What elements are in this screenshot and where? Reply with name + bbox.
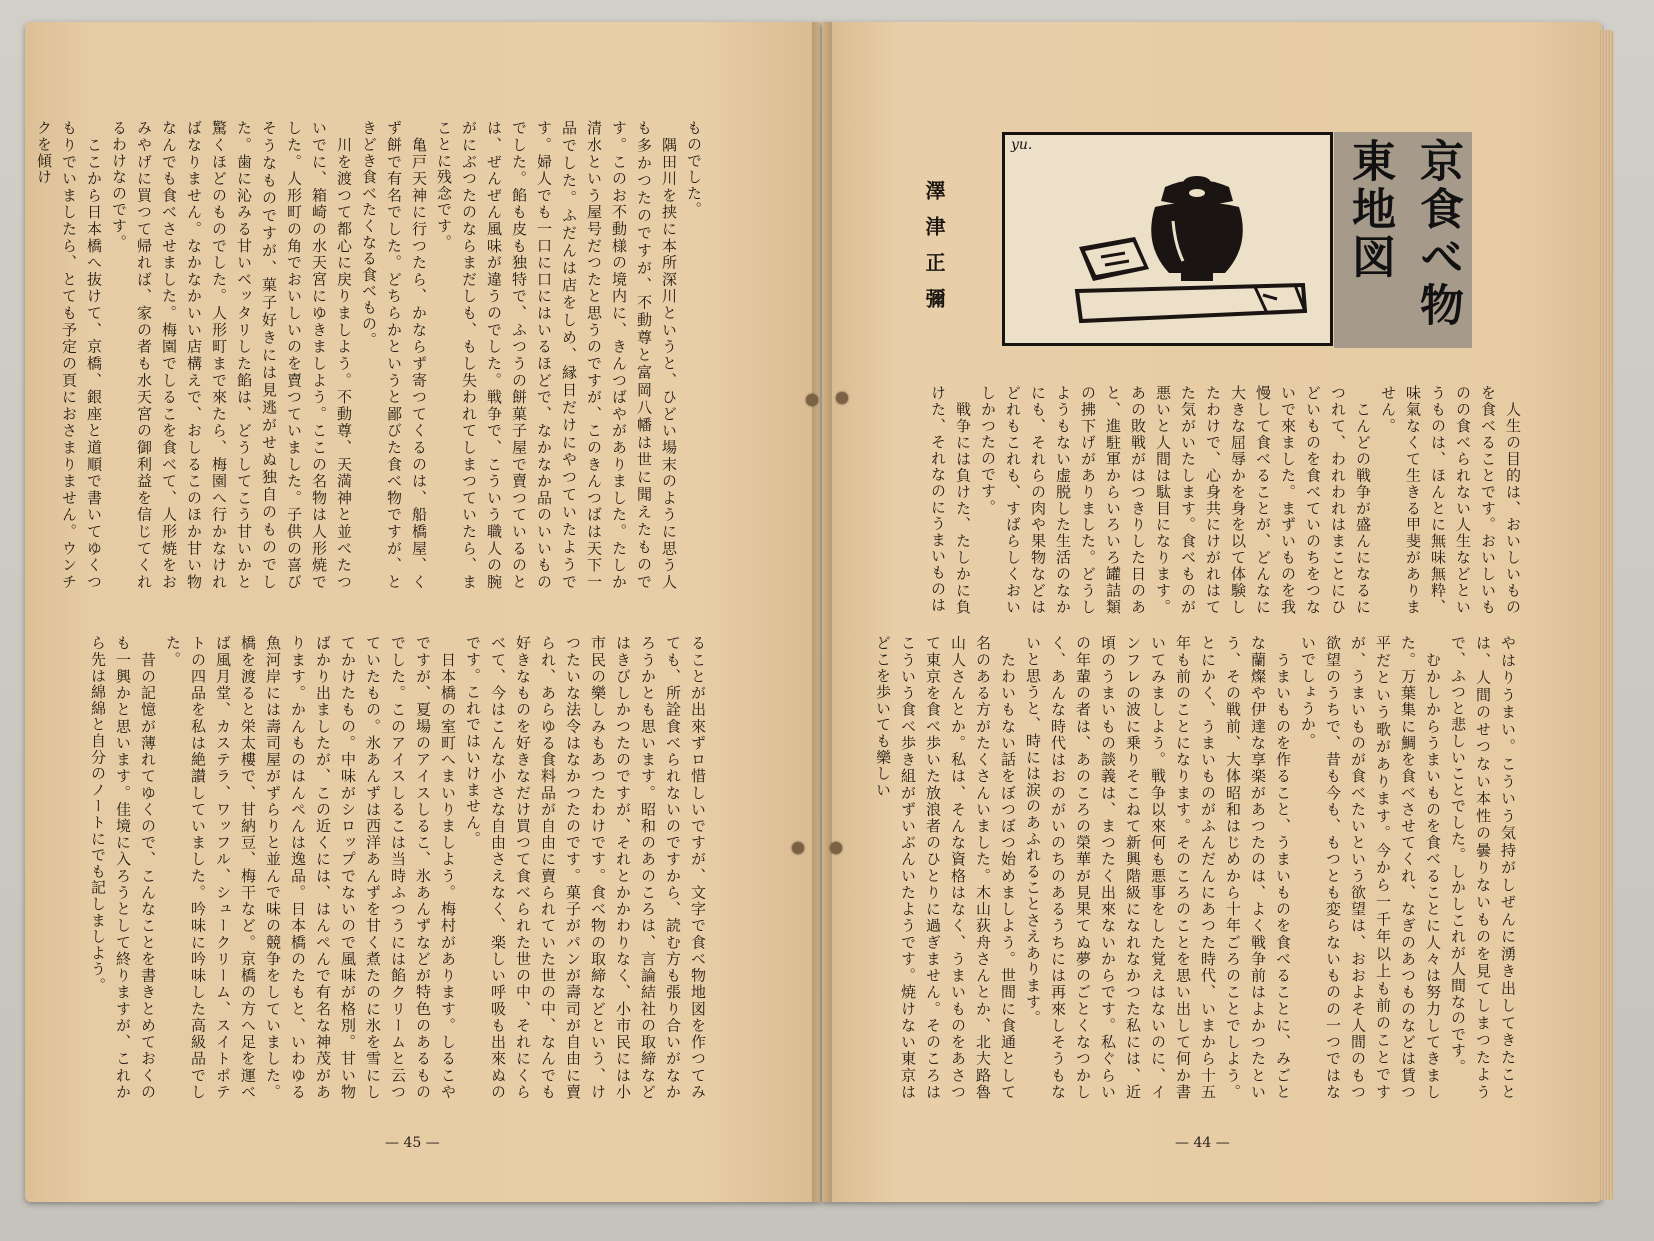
right-page-number: — 44 —: [1175, 1135, 1230, 1151]
right-page-top-text: 人生の目的は、おいしいものを食べることです。おいしいものの食べられない人生などというものは、ほんとに無味無粋、味氣なくて生きる甲斐がありません。 こんどの戦争が盛んになるにつれて、われわれはまことにひどいものを食べていのちをつないで來ました。まずいものを我慢して食べることが、どんなに大きな屈辱かを身を以て体験したわけで、心身共にけがれはてた気がいたします。食べものが悪いと人間は駄目になります。あの敗戦がはつきりした日のあと、進駐軍からいろいろ罐詰類の拂下げがありました。どうしようもない虚脱した生活のなかにも、それらの肉や果物などはどれもこれも、すばらしくおいしかつたのです。 戦争には負けた、たしかに負けた、それなのにうまいものは: [929, 385, 1522, 615]
title-column-right: 京食べ物: [1412, 138, 1463, 330]
title-column-left: 東地図: [1344, 138, 1395, 282]
left-page-number: — 45 —: [385, 1135, 440, 1151]
staple-hole-bottom-right: [830, 842, 842, 854]
woodcut-illustration: [1002, 132, 1333, 346]
page-edges: [1600, 30, 1614, 1200]
illustration-signature: yu.: [1011, 137, 1033, 153]
article-title: [1334, 132, 1472, 348]
staple-hole-top: [806, 394, 818, 406]
right-page-bottom-text: やはりうまい。こういう気持がしぜんに湧き出してきたことは、人間のせつない本性の曇りないものを見てしまつたようで、ふつと悲しいことでした。しかしこれが人間なのです。 むかしからうまいものを食べることに人々は努力してきました。万葉集に鯛を食べさせてくれ、なぎのあつものなどは賃つ平だという歌があります。今から一千年以上も前のことですが、うまいものが食べたいという欲望は、おおよそ人間のもつ欲望のうちで、昔も今も、もつとも変らないものの一つではないでしょうか。 うまいものを作ること、うまいものを食べることに、みごとな蘭燦や伊達な享楽があつたのは、よく戦争前はよかつたという、その戦前、大体昭和はじめから十年ごろのことでしよう。とにかく、うまいものがふんだんにあつた時代、いまから十五年も前のことになります。そのころのことを思い出して何か書いてみましよう。戦争以來何も悪事をした覚えはないのに、インフレの波に乗りそこねて新興階級になれなかつた私には、近頃のうまいもの談義は、まつたく出來ないからです。私ぐらいの年輩の者は、あのころの榮華が見果てぬ夢のごとくなつかしく、あんな時代はおのがいのちのあるうちには再來しそうもないと思うと、時には涙のあふれることさえあります。 たわいもない話をぼつぼつ始めましよう。世間に食通として名のある方がたくさんいました。木山荻舟さんとか、北大路魯山人さんとか。私は、そんな資格はなく、うまいものをあさつて東京を食べ歩いた放浪者のひとりに過ぎません。そのころはこういう食べ歩き組がずいぶんいたようです。焼けない東京はどこを歩いても樂しい: [874, 635, 1517, 1100]
bowl-and-chopsticks-illustration: [1005, 135, 1330, 343]
author-name: 澤津正彌: [922, 180, 946, 324]
gutter: [812, 22, 832, 1202]
staple-hole-bottom: [792, 842, 804, 854]
staple-hole-top-right: [836, 392, 848, 404]
left-page-bottom-text: ることが出來ずロ惜しいですが、文字で食べ物地図を作つてみても、所詮食べられないのですから、読む方も張り合いがなかろうかとも思います。昭和のあのころは、言論結社の取締などはきびしかつたのですが、それとかかわりなく、小市民には小市民の樂しみもあつたわけです。食べ物の取締などという、けつたいな法令はなかつたのです。菓子がパンが壽司が自由に賣られ、あらゆる食料品が自由に賣られていた世の中、なんでも好きなものを好きなだけ買つて食べられた世の中、それにくらべて、今はこんな小さな自由さえなく、楽しい呼吸も出來ぬのです。これではいけません。 日本橋の室町へまいりましよう。梅村があります。しるこやですが、夏場のアイスしるこ、氷あんずなどが特色のあるものでした。このアイスしるこは当時ふつうには餡クリームと云つていたもの。氷あんずは西洋あんずを甘く煮たのに氷を雪にしてかけたもの。中味がシロップでないので風味が格別。甘い物ばかり出ましたが、この近くには、はんぺんで有名な神茂があります。かんものはんぺんは逸品。日本橋のたもと、いわゆる魚河岸には壽司屋がずらりと並んで味の競争をしていました。橋を渡ると栄太樓で、甘納豆、梅干など。京橋の方へ足を運べば風月堂、カステラ、ワッフル、シュークリーム、スイトポテトの四品を私は絶讃していました。吟味に吟味した高級品でした。 昔の記憶が薄れてゆくので、こんなことを書きとめておくのも一興かと思います。佳境に入ろうとして終りますが、これから先は綿綿と自分のノートにでも記しましよう。: [89, 635, 707, 1100]
left-page-top-text: ものでした。 隅田川を挟に本所深川というと、ひどい場末のように思う人も多かつたのですが、不動尊と富岡八幡は世に聞えたものです。このお不動様の境内に、きんつばやがありました。たしか清水という屋号だつたと思うのですが、このきんつばは天下一品でした。ふだんは店をしめ、縁日だけにやつていたようです。婦人でも一口に口にはいるほどで、なかなか品のいいものでした。餡も皮も独特で、ふつうの餅菓子屋で賣つているのとは、ぜんぜん風味が違うのでした。戦争で、こういう職人の腕がにぶつたのならまだしも、もし失われてしまつていたら、まことに残念です。 亀戸天神に行つたら、かならず寄つてくるのは、船橋屋、くず餅で有名でした。どちらかというと鄙びた食べ物ですが、ときどき食べたくなる食べもの。 川を渡つて都心に戻りましよう。不動尊、天満神と並べたついでに、箱崎の水天宮にゆきましよう。ここの名物は人形焼でした。人形町の角でおいしいのを賣つていました。子供の喜びそうなものですが、菓子好きには見逃がせぬ独自のものでした。歯に沁みる甘いベッタリした餡は、どうしてこう甘いかと驚くほどのものでした。人形町まで來たら、梅園へ行かなければなりません。なかなかいい店構えで、おしるこのほか甘い物なんでも食べさせました。梅園でしるこを食べて、人形焼をおみやげに買つて帰れば、家の者も水天宮の御利益を信じてくれるわけなのです。 ここから日本橋へ抜けて、京橋、銀座と道順で書いてゆくつもりでいましたら、とても予定の頁におさまりません。ウンチクを傾け: [35, 120, 703, 590]
